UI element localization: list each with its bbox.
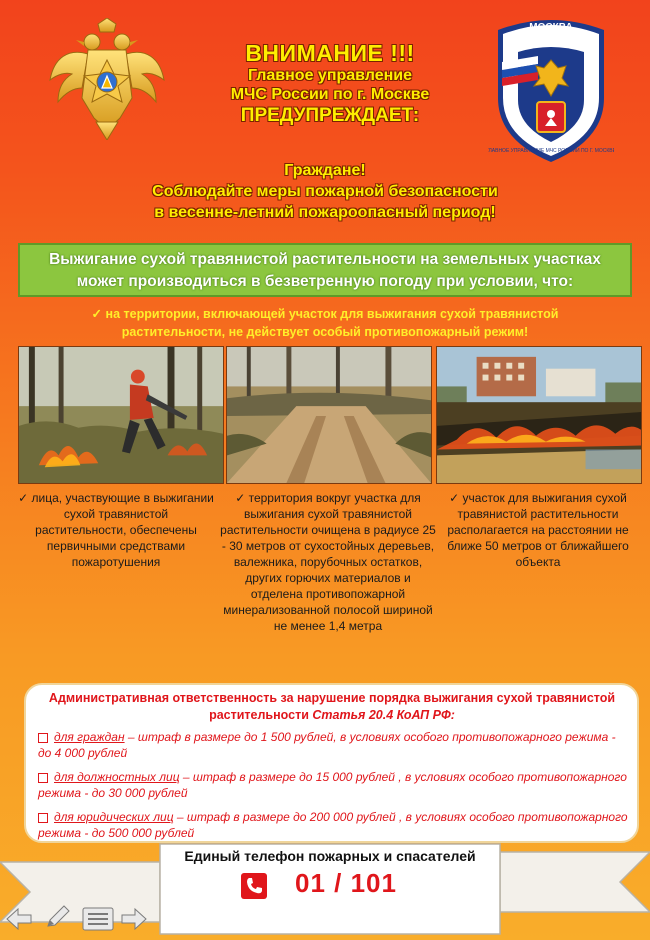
phone-label: Единый телефон пожарных и спасателей [184, 848, 476, 864]
photo-firefighter-burning-grass [18, 346, 224, 484]
attention-heading: ВНИМАНИЕ !!! [245, 40, 415, 66]
notice-line-1: Выжигание сухой травянистой растительности на земельных участках [49, 251, 601, 268]
fine-text: – штраф в размере до 15 000 рублей , в условиях особого противопожарного режима - до 30 000 рублей [38, 770, 627, 800]
appeal-line-2: Соблюдайте меры пожарной безопасности [152, 183, 498, 200]
regime-line-2: растительности, не действует особый противопожарный режим! [121, 325, 529, 339]
header [170, 40, 490, 127]
fines-title [46, 690, 618, 724]
fine-who: для юридических лиц [54, 810, 174, 824]
condition-text: участок для выжигания сухой травянистой растительности располагается на расстоянии не ближе 50 метров от ближайшего объекта [447, 491, 629, 569]
fines-title-line-1: Административная ответственность за нарушение порядка выжигания сухой травянистой [48, 691, 616, 705]
checkbox-icon [38, 733, 48, 743]
emergency-phone-number[interactable]: 01 / 101 [295, 868, 397, 898]
fine-legal-entities [38, 809, 628, 841]
citizens-appeal [60, 160, 590, 223]
article-reference: Статья 20.4 КоАП РФ: [312, 708, 455, 722]
fines-title-line-2: растительности [209, 708, 313, 722]
condition-fire-equipment [18, 490, 214, 570]
check-icon: ✓ [235, 491, 246, 505]
fine-text: – штраф в размере до 1 500 рублей, в условиях особого противопожарного режима - до 4 000 рублей [38, 730, 616, 760]
fine-who: для граждан [54, 730, 125, 744]
condition-text: лица, участвующие в выжигании сухой травянистой растительности, обеспечены первичными средствами пожаротушения [31, 491, 214, 569]
appeal-line-1: Граждане! [284, 162, 366, 179]
arrow-right-icon[interactable] [120, 906, 148, 932]
warns-heading: ПРЕДУПРЕЖДАЕТ: [240, 105, 420, 126]
condition-text: территория вокруг участка для выжигания сухой травянистой растительности очищена в радиусе 25 - 30 метров от сухостойных деревьев, валежника, порубочных остатков, других горючих материалов и отделена противопожарной минерализованной полосой шириной не менее 1,4 метра [220, 491, 436, 633]
condition-cleared-radius [218, 490, 438, 634]
header-line-1: Главное управление [247, 67, 413, 84]
moscow-mchs-badge-icon [488, 16, 614, 164]
arrow-left-icon[interactable] [5, 906, 33, 932]
regime-line-1: на территории, включающей участок для выжигания сухой травянистой [105, 307, 559, 321]
mchs-eagle-emblem-icon [48, 18, 166, 140]
checkbox-icon [38, 773, 48, 783]
fine-text: – штраф в размере до 200 000 рублей , в условиях особого противопожарного режима - до 500 000 рублей [38, 810, 628, 840]
burning-conditions-notice [18, 243, 632, 297]
notice-line-2: может производиться в безветренную погоду при условии, что: [76, 273, 574, 290]
fine-citizens [38, 729, 628, 761]
fire-regime-condition [90, 305, 560, 341]
photo-grass-fire-near-buildings [436, 346, 642, 484]
check-icon: ✓ [91, 307, 103, 321]
checkbox-icon [38, 813, 48, 823]
photo-mineralized-strip [226, 346, 432, 484]
header-line-2: МЧС России по г. Москве [230, 86, 430, 103]
fine-who: для должностных лиц [54, 770, 180, 784]
appeal-line-3: в весенне-летний пожароопасный период! [154, 204, 496, 221]
fine-officials [38, 769, 628, 801]
administrative-fines-box [24, 683, 639, 843]
check-icon: ✓ [449, 491, 460, 505]
menu-icon[interactable] [82, 906, 114, 932]
check-icon: ✓ [18, 491, 29, 505]
condition-distance [440, 490, 636, 570]
pen-icon[interactable] [44, 904, 72, 930]
phone-icon [241, 873, 267, 899]
badge-ring-text: ГЛАВНОЕ УПРАВЛЕНИЕ МЧС РОССИИ ПО Г. МОСКВЕ [488, 148, 614, 154]
badge-city: МОСКВА [529, 22, 573, 33]
